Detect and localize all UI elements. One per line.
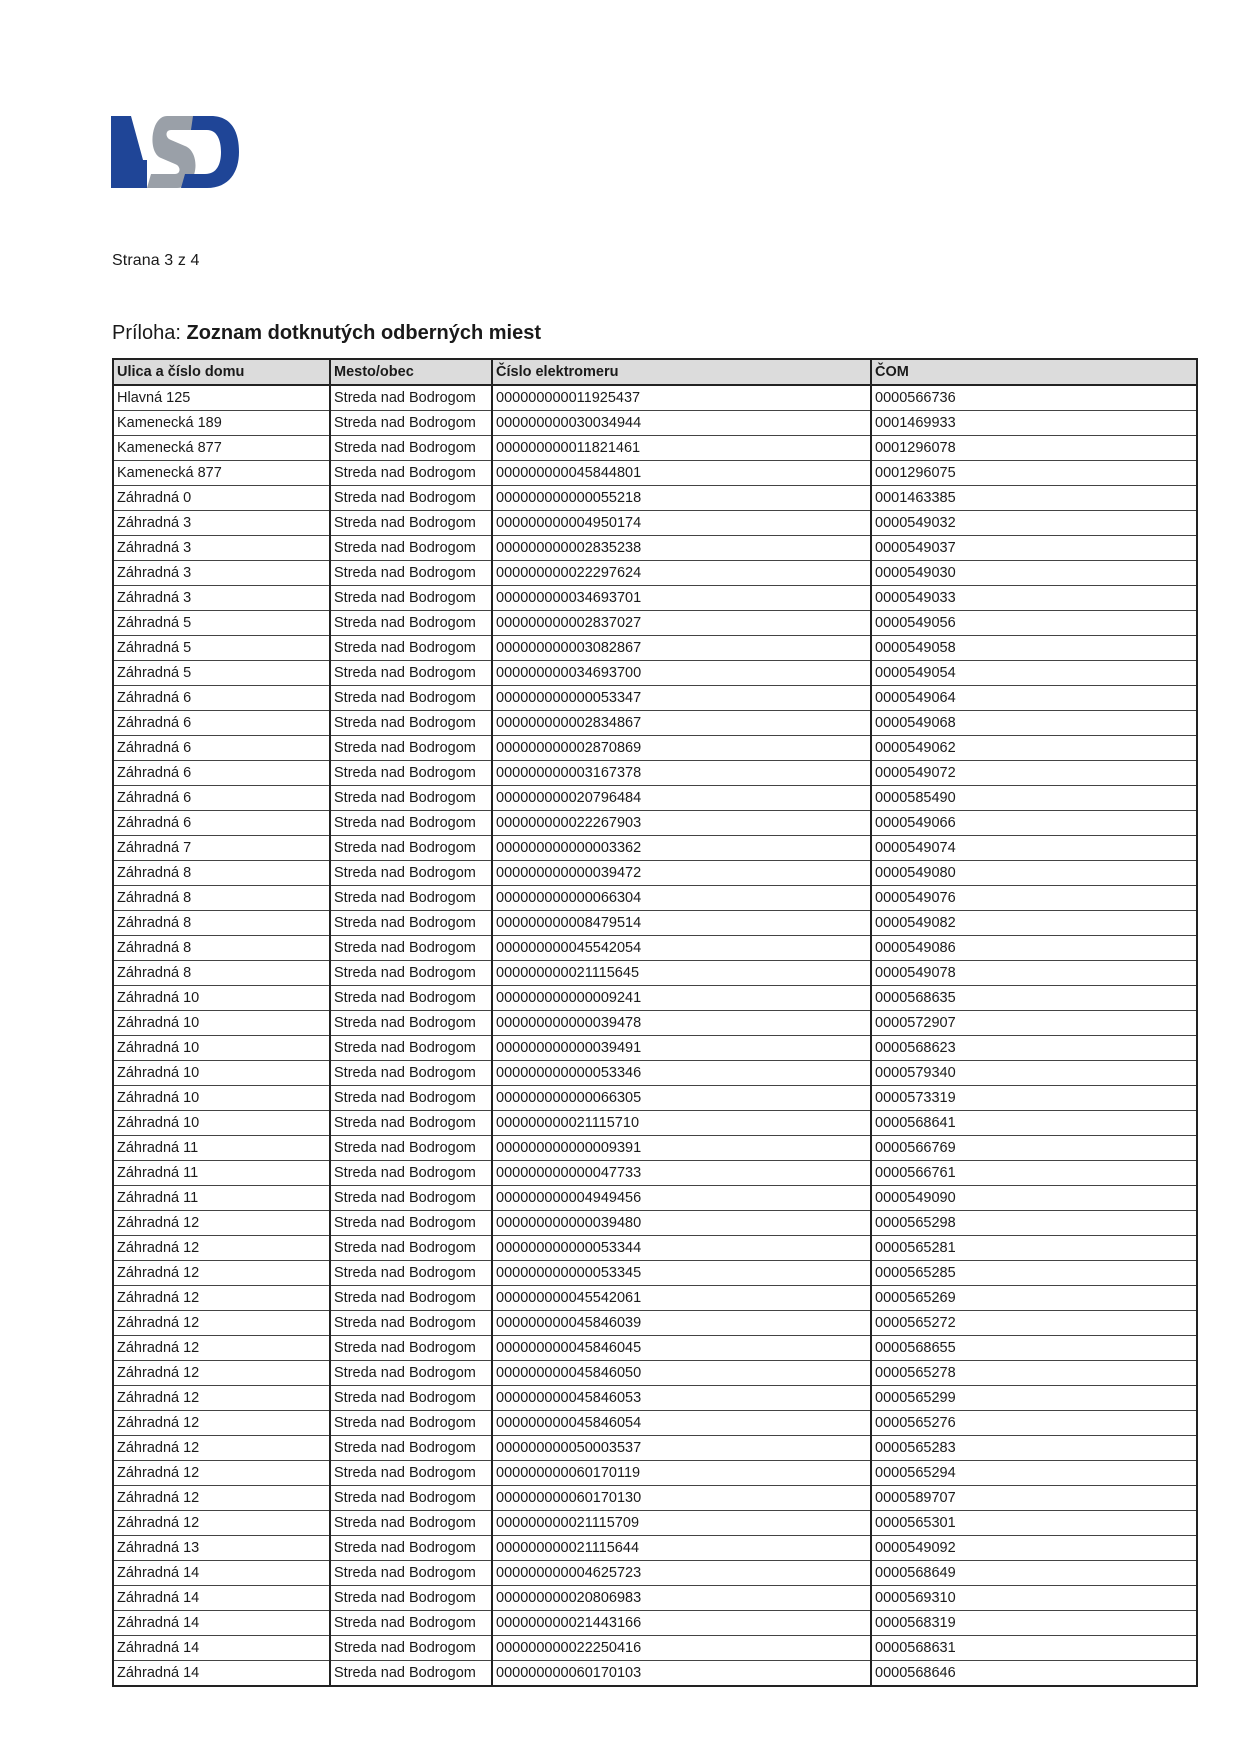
table-row bbox=[113, 786, 1197, 811]
cell-meter-number: 000000000000009241 bbox=[492, 986, 871, 1011]
cell-meter-number: 000000000021115645 bbox=[492, 961, 871, 986]
column-header-street: Ulica a číslo domu bbox=[113, 359, 330, 385]
cell-com: 0000549033 bbox=[871, 586, 1197, 611]
cell-city: Streda nad Bodrogom bbox=[330, 1461, 492, 1486]
cell-city: Streda nad Bodrogom bbox=[330, 611, 492, 636]
cell-street: Záhradná 6 bbox=[113, 736, 330, 761]
cell-city: Streda nad Bodrogom bbox=[330, 436, 492, 461]
cell-city: Streda nad Bodrogom bbox=[330, 736, 492, 761]
cell-street: Záhradná 14 bbox=[113, 1586, 330, 1611]
cell-street: Záhradná 12 bbox=[113, 1236, 330, 1261]
cell-street: Záhradná 6 bbox=[113, 786, 330, 811]
cell-meter-number: 000000000000039480 bbox=[492, 1211, 871, 1236]
cell-city: Streda nad Bodrogom bbox=[330, 385, 492, 411]
cell-com: 0000549054 bbox=[871, 661, 1197, 686]
cell-meter-number: 000000000045542061 bbox=[492, 1286, 871, 1311]
cell-street: Záhradná 10 bbox=[113, 1061, 330, 1086]
cell-meter-number: 000000000004950174 bbox=[492, 511, 871, 536]
cell-city: Streda nad Bodrogom bbox=[330, 1361, 492, 1386]
cell-street: Záhradná 13 bbox=[113, 1536, 330, 1561]
cell-meter-number: 000000000045542054 bbox=[492, 936, 871, 961]
cell-city: Streda nad Bodrogom bbox=[330, 1161, 492, 1186]
cell-com: 0000566769 bbox=[871, 1136, 1197, 1161]
cell-meter-number: 000000000020806983 bbox=[492, 1586, 871, 1611]
cell-meter-number: 000000000034693700 bbox=[492, 661, 871, 686]
cell-com: 0000565294 bbox=[871, 1461, 1197, 1486]
cell-street: Záhradná 10 bbox=[113, 1111, 330, 1136]
table-row bbox=[113, 436, 1197, 461]
table-row bbox=[113, 486, 1197, 511]
cell-meter-number: 000000000021115710 bbox=[492, 1111, 871, 1136]
table-row bbox=[113, 1286, 1197, 1311]
table-header-row bbox=[113, 359, 1197, 385]
cell-meter-number: 000000000004949456 bbox=[492, 1186, 871, 1211]
table-row bbox=[113, 1361, 1197, 1386]
cell-city: Streda nad Bodrogom bbox=[330, 1636, 492, 1661]
table-body bbox=[113, 385, 1197, 1686]
cell-com: 0000549064 bbox=[871, 686, 1197, 711]
cell-com: 0000565278 bbox=[871, 1361, 1197, 1386]
cell-street: Záhradná 11 bbox=[113, 1186, 330, 1211]
cell-com: 0000549037 bbox=[871, 536, 1197, 561]
cell-meter-number: 000000000000003362 bbox=[492, 836, 871, 861]
cell-com: 0000589707 bbox=[871, 1486, 1197, 1511]
cell-city: Streda nad Bodrogom bbox=[330, 411, 492, 436]
table-row bbox=[113, 836, 1197, 861]
cell-meter-number: 000000000020796484 bbox=[492, 786, 871, 811]
cell-street: Záhradná 10 bbox=[113, 986, 330, 1011]
cell-street: Záhradná 6 bbox=[113, 686, 330, 711]
cell-street: Záhradná 3 bbox=[113, 586, 330, 611]
table-row bbox=[113, 1061, 1197, 1086]
cell-meter-number: 000000000000053346 bbox=[492, 1061, 871, 1086]
cell-com: 0000549090 bbox=[871, 1186, 1197, 1211]
cell-city: Streda nad Bodrogom bbox=[330, 1561, 492, 1586]
cell-street: Záhradná 12 bbox=[113, 1486, 330, 1511]
cell-street: Záhradná 6 bbox=[113, 811, 330, 836]
cell-meter-number: 000000000000066305 bbox=[492, 1086, 871, 1111]
cell-meter-number: 000000000002837027 bbox=[492, 611, 871, 636]
cell-com: 0000573319 bbox=[871, 1086, 1197, 1111]
cell-com: 0000585490 bbox=[871, 786, 1197, 811]
cell-meter-number: 000000000045844801 bbox=[492, 461, 871, 486]
cell-meter-number: 000000000034693701 bbox=[492, 586, 871, 611]
cell-street: Kamenecká 189 bbox=[113, 411, 330, 436]
table-row bbox=[113, 1486, 1197, 1511]
cell-meter-number: 000000000045846039 bbox=[492, 1311, 871, 1336]
cell-city: Streda nad Bodrogom bbox=[330, 1236, 492, 1261]
cell-com: 0000549032 bbox=[871, 511, 1197, 536]
column-header-city: Mesto/obec bbox=[330, 359, 492, 385]
cell-city: Streda nad Bodrogom bbox=[330, 1186, 492, 1211]
cell-street: Záhradná 14 bbox=[113, 1611, 330, 1636]
cell-street: Záhradná 8 bbox=[113, 861, 330, 886]
cell-street: Záhradná 8 bbox=[113, 886, 330, 911]
cell-meter-number: 000000000021115709 bbox=[492, 1511, 871, 1536]
cell-city: Streda nad Bodrogom bbox=[330, 786, 492, 811]
cell-street: Záhradná 12 bbox=[113, 1286, 330, 1311]
table-row bbox=[113, 811, 1197, 836]
cell-meter-number: 000000000060170103 bbox=[492, 1661, 871, 1687]
cell-com: 0000565299 bbox=[871, 1386, 1197, 1411]
table-row bbox=[113, 1261, 1197, 1286]
cell-street: Hlavná 125 bbox=[113, 385, 330, 411]
cell-street: Záhradná 12 bbox=[113, 1436, 330, 1461]
cell-city: Streda nad Bodrogom bbox=[330, 1136, 492, 1161]
table-row bbox=[113, 911, 1197, 936]
cell-street: Záhradná 3 bbox=[113, 536, 330, 561]
table-row bbox=[113, 411, 1197, 436]
cell-meter-number: 000000000000066304 bbox=[492, 886, 871, 911]
cell-street: Záhradná 3 bbox=[113, 511, 330, 536]
cell-meter-number: 000000000060170119 bbox=[492, 1461, 871, 1486]
cell-city: Streda nad Bodrogom bbox=[330, 986, 492, 1011]
table-row bbox=[113, 1086, 1197, 1111]
cell-com: 0000549062 bbox=[871, 736, 1197, 761]
cell-com: 0000549066 bbox=[871, 811, 1197, 836]
cell-com: 0000549082 bbox=[871, 911, 1197, 936]
cell-com: 0000549074 bbox=[871, 836, 1197, 861]
column-header-meter-number: Číslo elektromeru bbox=[492, 359, 871, 385]
cell-meter-number: 000000000004625723 bbox=[492, 1561, 871, 1586]
cell-com: 0000565272 bbox=[871, 1311, 1197, 1336]
cell-meter-number: 000000000002835238 bbox=[492, 536, 871, 561]
cell-meter-number: 000000000022297624 bbox=[492, 561, 871, 586]
table-row bbox=[113, 1536, 1197, 1561]
table-row bbox=[113, 385, 1197, 411]
cell-city: Streda nad Bodrogom bbox=[330, 811, 492, 836]
table-row bbox=[113, 1336, 1197, 1361]
cell-com: 0000568631 bbox=[871, 1636, 1197, 1661]
table-row bbox=[113, 611, 1197, 636]
table-row bbox=[113, 1436, 1197, 1461]
cell-city: Streda nad Bodrogom bbox=[330, 461, 492, 486]
cell-street: Záhradná 5 bbox=[113, 636, 330, 661]
cell-meter-number: 000000000000047733 bbox=[492, 1161, 871, 1186]
cell-street: Záhradná 8 bbox=[113, 936, 330, 961]
cell-street: Záhradná 12 bbox=[113, 1386, 330, 1411]
cell-city: Streda nad Bodrogom bbox=[330, 1286, 492, 1311]
cell-city: Streda nad Bodrogom bbox=[330, 1486, 492, 1511]
cell-com: 0000549092 bbox=[871, 1536, 1197, 1561]
cell-street: Záhradná 12 bbox=[113, 1311, 330, 1336]
cell-street: Záhradná 6 bbox=[113, 711, 330, 736]
cell-city: Streda nad Bodrogom bbox=[330, 1261, 492, 1286]
cell-city: Streda nad Bodrogom bbox=[330, 1111, 492, 1136]
cell-com: 0000568646 bbox=[871, 1661, 1197, 1687]
table-row bbox=[113, 861, 1197, 886]
cell-street: Záhradná 11 bbox=[113, 1161, 330, 1186]
cell-city: Streda nad Bodrogom bbox=[330, 1011, 492, 1036]
cell-city: Streda nad Bodrogom bbox=[330, 1411, 492, 1436]
cell-city: Streda nad Bodrogom bbox=[330, 1336, 492, 1361]
cell-com: 0000549056 bbox=[871, 611, 1197, 636]
cell-com: 0000549068 bbox=[871, 711, 1197, 736]
table-row bbox=[113, 1236, 1197, 1261]
cell-meter-number: 000000000050003537 bbox=[492, 1436, 871, 1461]
cell-meter-number: 000000000021115644 bbox=[492, 1536, 871, 1561]
cell-com: 0000568319 bbox=[871, 1611, 1197, 1636]
cell-city: Streda nad Bodrogom bbox=[330, 686, 492, 711]
cell-street: Záhradná 0 bbox=[113, 486, 330, 511]
document-heading bbox=[112, 322, 541, 345]
cell-city: Streda nad Bodrogom bbox=[330, 836, 492, 861]
logo-letter-v bbox=[111, 116, 147, 188]
table-row bbox=[113, 886, 1197, 911]
table-row bbox=[113, 1111, 1197, 1136]
cell-meter-number: 000000000045846050 bbox=[492, 1361, 871, 1386]
cell-com: 0000568649 bbox=[871, 1561, 1197, 1586]
table-row bbox=[113, 711, 1197, 736]
cell-street: Kamenecká 877 bbox=[113, 436, 330, 461]
cell-street: Kamenecká 877 bbox=[113, 461, 330, 486]
cell-com: 0001296078 bbox=[871, 436, 1197, 461]
cell-com: 0000568655 bbox=[871, 1336, 1197, 1361]
table-row bbox=[113, 986, 1197, 1011]
cell-city: Streda nad Bodrogom bbox=[330, 961, 492, 986]
table-row bbox=[113, 761, 1197, 786]
cell-com: 0000549076 bbox=[871, 886, 1197, 911]
cell-street: Záhradná 5 bbox=[113, 611, 330, 636]
cell-city: Streda nad Bodrogom bbox=[330, 1511, 492, 1536]
cell-com: 0000565276 bbox=[871, 1411, 1197, 1436]
cell-com: 0000549072 bbox=[871, 761, 1197, 786]
table-row bbox=[113, 1661, 1197, 1687]
cell-meter-number: 000000000030034944 bbox=[492, 411, 871, 436]
cell-street: Záhradná 10 bbox=[113, 1086, 330, 1111]
cell-street: Záhradná 10 bbox=[113, 1011, 330, 1036]
cell-meter-number: 000000000000039478 bbox=[492, 1011, 871, 1036]
cell-com: 0001469933 bbox=[871, 411, 1197, 436]
cell-com: 0000568623 bbox=[871, 1036, 1197, 1061]
heading-prefix: Príloha: bbox=[112, 322, 181, 344]
cell-city: Streda nad Bodrogom bbox=[330, 561, 492, 586]
cell-city: Streda nad Bodrogom bbox=[330, 586, 492, 611]
table-row bbox=[113, 1611, 1197, 1636]
cell-com: 0001296075 bbox=[871, 461, 1197, 486]
cell-city: Streda nad Bodrogom bbox=[330, 1586, 492, 1611]
cell-city: Streda nad Bodrogom bbox=[330, 1061, 492, 1086]
cell-meter-number: 000000000011821461 bbox=[492, 436, 871, 461]
table-row bbox=[113, 511, 1197, 536]
cell-street: Záhradná 14 bbox=[113, 1661, 330, 1687]
cell-street: Záhradná 3 bbox=[113, 561, 330, 586]
cell-com: 0000565283 bbox=[871, 1436, 1197, 1461]
cell-street: Záhradná 12 bbox=[113, 1361, 330, 1386]
cell-street: Záhradná 5 bbox=[113, 661, 330, 686]
cell-city: Streda nad Bodrogom bbox=[330, 636, 492, 661]
cell-street: Záhradná 8 bbox=[113, 961, 330, 986]
cell-com: 0000549086 bbox=[871, 936, 1197, 961]
page-number: Strana 3 z 4 bbox=[112, 252, 200, 269]
cell-city: Streda nad Bodrogom bbox=[330, 886, 492, 911]
cell-city: Streda nad Bodrogom bbox=[330, 1611, 492, 1636]
cell-street: Záhradná 12 bbox=[113, 1211, 330, 1236]
cell-city: Streda nad Bodrogom bbox=[330, 486, 492, 511]
table-row bbox=[113, 686, 1197, 711]
cell-com: 0000568635 bbox=[871, 986, 1197, 1011]
cell-meter-number: 000000000000053344 bbox=[492, 1236, 871, 1261]
cell-meter-number: 000000000022250416 bbox=[492, 1636, 871, 1661]
table-row bbox=[113, 1136, 1197, 1161]
cell-com: 0000572907 bbox=[871, 1011, 1197, 1036]
cell-meter-number: 000000000008479514 bbox=[492, 911, 871, 936]
cell-com: 0000549030 bbox=[871, 561, 1197, 586]
cell-com: 0000565281 bbox=[871, 1236, 1197, 1261]
cell-meter-number: 000000000000053345 bbox=[492, 1261, 871, 1286]
table-row bbox=[113, 561, 1197, 586]
cell-com: 0000549078 bbox=[871, 961, 1197, 986]
cell-city: Streda nad Bodrogom bbox=[330, 711, 492, 736]
cell-street: Záhradná 12 bbox=[113, 1461, 330, 1486]
cell-street: Záhradná 12 bbox=[113, 1511, 330, 1536]
table-row bbox=[113, 1411, 1197, 1436]
table-row bbox=[113, 586, 1197, 611]
table-row bbox=[113, 1636, 1197, 1661]
cell-city: Streda nad Bodrogom bbox=[330, 1311, 492, 1336]
cell-meter-number: 000000000045846045 bbox=[492, 1336, 871, 1361]
cell-com: 0000565301 bbox=[871, 1511, 1197, 1536]
affected-supply-points-table bbox=[112, 358, 1198, 1687]
table-row bbox=[113, 1161, 1197, 1186]
cell-street: Záhradná 7 bbox=[113, 836, 330, 861]
table-row bbox=[113, 536, 1197, 561]
cell-com: 0000549080 bbox=[871, 861, 1197, 886]
cell-city: Streda nad Bodrogom bbox=[330, 1661, 492, 1687]
cell-street: Záhradná 6 bbox=[113, 761, 330, 786]
cell-city: Streda nad Bodrogom bbox=[330, 936, 492, 961]
cell-city: Streda nad Bodrogom bbox=[330, 1036, 492, 1061]
cell-city: Streda nad Bodrogom bbox=[330, 1436, 492, 1461]
cell-street: Záhradná 11 bbox=[113, 1136, 330, 1161]
cell-meter-number: 000000000045846054 bbox=[492, 1411, 871, 1436]
cell-com: 0000565269 bbox=[871, 1286, 1197, 1311]
vsd-logo bbox=[111, 116, 239, 188]
cell-meter-number: 000000000060170130 bbox=[492, 1486, 871, 1511]
cell-meter-number: 000000000011925437 bbox=[492, 385, 871, 411]
cell-meter-number: 000000000003082867 bbox=[492, 636, 871, 661]
cell-street: Záhradná 12 bbox=[113, 1411, 330, 1436]
cell-city: Streda nad Bodrogom bbox=[330, 511, 492, 536]
cell-meter-number: 000000000045846053 bbox=[492, 1386, 871, 1411]
cell-city: Streda nad Bodrogom bbox=[330, 761, 492, 786]
table-row bbox=[113, 1561, 1197, 1586]
cell-meter-number: 000000000000039491 bbox=[492, 1036, 871, 1061]
cell-com: 0000549058 bbox=[871, 636, 1197, 661]
table-row bbox=[113, 1511, 1197, 1536]
table-row bbox=[113, 736, 1197, 761]
table-row bbox=[113, 1461, 1197, 1486]
cell-com: 0000568641 bbox=[871, 1111, 1197, 1136]
cell-street: Záhradná 14 bbox=[113, 1561, 330, 1586]
cell-com: 0000565285 bbox=[871, 1261, 1197, 1286]
cell-meter-number: 000000000021443166 bbox=[492, 1611, 871, 1636]
cell-com: 0000566761 bbox=[871, 1161, 1197, 1186]
cell-com: 0000579340 bbox=[871, 1061, 1197, 1086]
table-row bbox=[113, 1036, 1197, 1061]
cell-street: Záhradná 10 bbox=[113, 1036, 330, 1061]
cell-city: Streda nad Bodrogom bbox=[330, 861, 492, 886]
cell-city: Streda nad Bodrogom bbox=[330, 661, 492, 686]
cell-com: 0000565298 bbox=[871, 1211, 1197, 1236]
cell-meter-number: 000000000000039472 bbox=[492, 861, 871, 886]
cell-com: 0001463385 bbox=[871, 486, 1197, 511]
heading-title: Zoznam dotknutých odberných miest bbox=[186, 322, 541, 344]
cell-street: Záhradná 12 bbox=[113, 1261, 330, 1286]
table-row bbox=[113, 1586, 1197, 1611]
cell-city: Streda nad Bodrogom bbox=[330, 536, 492, 561]
cell-city: Streda nad Bodrogom bbox=[330, 1086, 492, 1111]
cell-meter-number: 000000000002870869 bbox=[492, 736, 871, 761]
cell-meter-number: 000000000003167378 bbox=[492, 761, 871, 786]
table-row bbox=[113, 1386, 1197, 1411]
table-row bbox=[113, 636, 1197, 661]
table-row bbox=[113, 1186, 1197, 1211]
table-row bbox=[113, 1311, 1197, 1336]
cell-meter-number: 000000000002834867 bbox=[492, 711, 871, 736]
table-row bbox=[113, 461, 1197, 486]
cell-com: 0000566736 bbox=[871, 385, 1197, 411]
table-row bbox=[113, 961, 1197, 986]
cell-meter-number: 000000000022267903 bbox=[492, 811, 871, 836]
cell-city: Streda nad Bodrogom bbox=[330, 911, 492, 936]
cell-street: Záhradná 12 bbox=[113, 1336, 330, 1361]
cell-com: 0000569310 bbox=[871, 1586, 1197, 1611]
table-row bbox=[113, 1011, 1197, 1036]
cell-meter-number: 000000000000053347 bbox=[492, 686, 871, 711]
cell-city: Streda nad Bodrogom bbox=[330, 1211, 492, 1236]
cell-street: Záhradná 8 bbox=[113, 911, 330, 936]
cell-meter-number: 000000000000055218 bbox=[492, 486, 871, 511]
table-row bbox=[113, 1211, 1197, 1236]
cell-city: Streda nad Bodrogom bbox=[330, 1536, 492, 1561]
cell-city: Streda nad Bodrogom bbox=[330, 1386, 492, 1411]
table-row bbox=[113, 661, 1197, 686]
column-header-com: ČOM bbox=[871, 359, 1197, 385]
cell-meter-number: 000000000000009391 bbox=[492, 1136, 871, 1161]
table-row bbox=[113, 936, 1197, 961]
cell-street: Záhradná 14 bbox=[113, 1636, 330, 1661]
